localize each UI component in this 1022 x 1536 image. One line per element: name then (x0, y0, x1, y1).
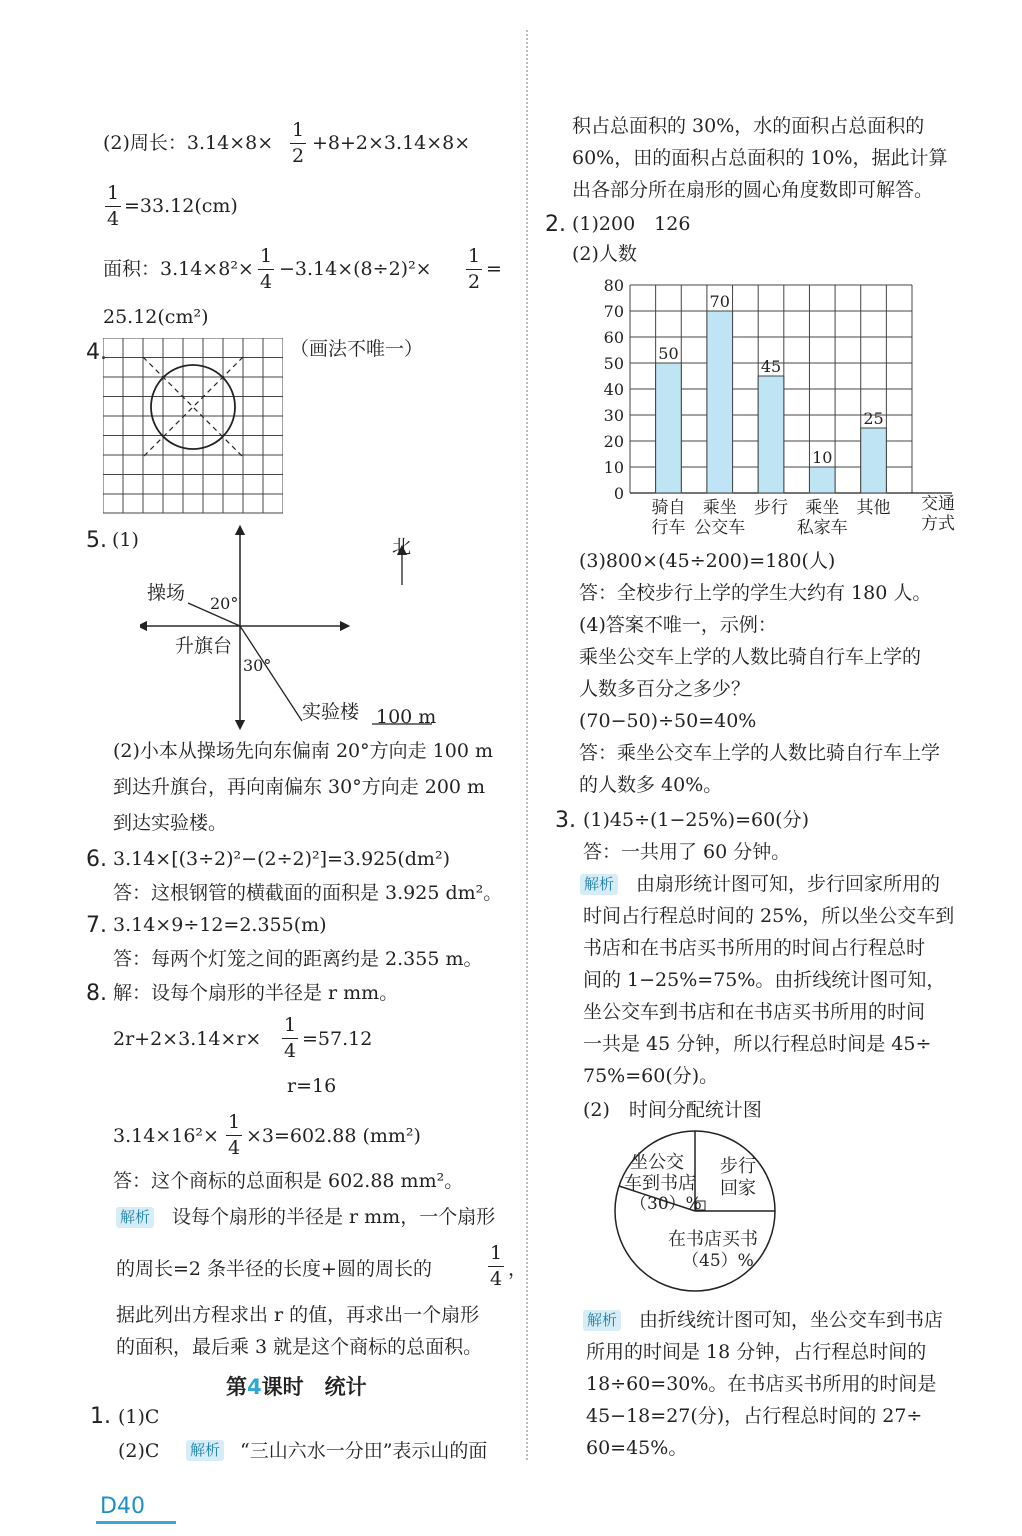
q8-line4a: 3.14×16²× (113, 1125, 219, 1147)
angle-30: 30° (243, 656, 272, 675)
q8-line1: 解：设每个扇形的半径是 r mm。 (113, 982, 399, 1004)
pie-label-walk-1: 步行 (720, 1156, 756, 1177)
q8-line4b: ×3=602.88 (mm²) (246, 1125, 421, 1147)
pie-label-walk-2: 回家 (720, 1178, 756, 1199)
q7-line1: 3.14×9÷12=2.355(m) (113, 914, 327, 936)
p2-perimeter-b: +8+2×3.14×8× (312, 132, 471, 154)
fraction-quarter: $\frac{1}{4}$ (228, 1111, 241, 1159)
y-tick-label: 80 (603, 276, 624, 295)
dashed-diagonals (143, 357, 243, 457)
p2-area-a: 面积：3.14×8²× (103, 258, 254, 280)
scale-label: 100 m (376, 706, 437, 728)
y-tick-label: 0 (613, 484, 624, 503)
p2-area-c: 25.12(cm²) (103, 306, 209, 328)
right-line1: 积占总面积的 30%，水的面积占总面积的 (572, 115, 925, 137)
q3-line1: (1)45÷(1−25%)=60(分) (583, 809, 809, 831)
fraction-half: $\frac{1}{2}$ (292, 119, 305, 167)
q6-number: 6. (86, 847, 107, 872)
q5-part2-l1: (2)小本从操场先向东偏南 20°方向走 100 m (113, 740, 493, 762)
y-tick-label: 30 (603, 406, 624, 425)
y-tick-label: 60 (603, 328, 624, 347)
s1-number: 1. (90, 1404, 111, 1429)
q8-number: 8. (86, 981, 107, 1006)
x-axis-label: 方式 (921, 514, 955, 534)
x-axis-label: 交通 (921, 494, 955, 514)
bar (707, 311, 733, 493)
pie-label-shop-1: 在书店买书 (668, 1229, 758, 1250)
category-label: 公交车 (694, 518, 746, 538)
p2-perimeter-a: (2)周长：3.14×8× (103, 132, 274, 154)
s1-line1: (1)C (118, 1406, 160, 1428)
q2-line6: 乘坐公交车上学的人数比骑自行车上学的 (579, 646, 922, 668)
q8-analysis-4: 的面积，最后乘 3 就是这个商标的总面积。 (116, 1336, 483, 1358)
q7-number: 7. (86, 913, 107, 938)
flag-label: 升旗台 (175, 635, 233, 657)
q2-line8: (70−50)÷50=40% (579, 710, 757, 732)
lab-label: 实验楼 (302, 701, 360, 723)
q8-line5: 答：这个商标的总面积是 602.88 mm²。 (113, 1170, 464, 1192)
y-tick-label: 10 (603, 458, 624, 477)
section-title: 第4课时 统计 (226, 1375, 367, 1399)
category-label: 乘坐 (702, 498, 737, 518)
analysis-tag: 解析 (583, 1310, 621, 1331)
angle-20: 20° (210, 594, 239, 613)
y-tick-label: 20 (603, 432, 624, 451)
north-label: 北 (392, 536, 412, 558)
q8-analysis-1: 设每个扇形的半径是 r mm，一个扇形 (172, 1206, 496, 1228)
y-tick-label: 40 (603, 380, 624, 399)
q2-line10: 的人数多 40%。 (579, 774, 723, 796)
transport-bar-chart (590, 270, 960, 545)
pie-label-bus-2: 车到书店 (624, 1173, 696, 1194)
s1-line2: (2)C (118, 1440, 160, 1462)
q2-number: 2. (545, 212, 566, 237)
q8-analysis-2b: ， (508, 1258, 528, 1280)
page-number: D40 (100, 1494, 145, 1519)
q8-line2a: 2r+2×3.14×r× (113, 1028, 262, 1050)
analysis-tag: 解析 (580, 874, 618, 895)
fraction-quarter: $\frac{1}{4}$ (284, 1014, 297, 1062)
s1-analysis-1: “三山六水一分田”表示山的面 (240, 1440, 488, 1462)
right-line3: 出各部分所在扇形的圆心角度数即可解答。 (572, 179, 934, 201)
q2-line7: 人数多百分之多少？ (579, 678, 751, 700)
fraction-quarter: $\frac{1}{4}$ (107, 182, 120, 230)
q3-analysis-2: 时间占行程总时间的 25%，所以坐公交车到 (583, 905, 955, 927)
column-divider (526, 30, 528, 1460)
bar-value-label: 25 (863, 409, 884, 428)
q2-line4: 答：全校步行上学的学生大约有 180 人。 (579, 582, 932, 604)
q3-analysis-7: 75%=60(分)。 (583, 1065, 719, 1087)
bar (656, 363, 682, 493)
q7-line2: 答：每两个灯笼之间的距离约是 2.355 m。 (113, 948, 483, 970)
category-label: 步行 (754, 498, 788, 518)
pie-label-bus-3: （30）% (630, 1194, 702, 1214)
category-label: 其他 (856, 498, 891, 518)
q8-line3: r=16 (287, 1075, 337, 1097)
q6-line1: 3.14×[(3÷2)²−(2÷2)²]=3.925(dm²) (113, 848, 450, 870)
bar (809, 467, 835, 493)
q5-part1: (1) (112, 529, 139, 551)
q5-number: 5. (86, 528, 107, 553)
q3-analysis-3: 书店和在书店买书所用的时间占行程总时 (583, 937, 926, 959)
fraction-half: $\frac{1}{2}$ (468, 245, 481, 293)
playground-label: 操场 (147, 582, 186, 604)
q8-analysis-3: 据此列出方程求出 r 的值，再求出一个扇形 (116, 1304, 480, 1326)
bar-value-label: 50 (658, 344, 679, 363)
q3-analysis-6: 一共是 45 分钟，所以行程总时间是 45÷ (583, 1033, 932, 1055)
y-tick-label: 50 (603, 354, 624, 373)
bar-value-label: 70 (709, 292, 730, 311)
q3-number: 3. (555, 808, 576, 833)
analysis-tag: 解析 (116, 1207, 154, 1228)
p2-perimeter-c: =33.12(cm) (124, 195, 238, 217)
q2-line3: (3)800×(45÷200)=180(人) (579, 550, 836, 572)
bar (861, 428, 887, 493)
q3-analysis-b1: 由折线统计图可知，坐公交车到书店 (639, 1309, 944, 1331)
q8-line2b: =57.12 (302, 1028, 373, 1050)
p2-area-b: −3.14×(8÷2)²× (279, 258, 432, 280)
p2-area-eq: = (486, 258, 502, 280)
q2-line1: (1)200 126 (572, 213, 691, 235)
q3-analysis-4: 间的 1−25%=75%。由折线统计图可知， (583, 969, 946, 991)
q5-direction-figure (140, 525, 460, 735)
q3-analysis-5: 坐公交车到书店和在书店买书所用的时间 (583, 1001, 926, 1023)
analysis-tag: 解析 (186, 1440, 224, 1461)
pie-label-bus-1: 坐公交 (630, 1152, 684, 1173)
q2-line2: (2)人数 (572, 243, 637, 265)
q3-line2: 答：一共用了 60 分钟。 (583, 841, 791, 863)
category-label: 乘坐 (805, 498, 840, 518)
q2-line9: 答：乘坐公交车上学的人数比骑自行车上学 (579, 742, 941, 764)
page-number-underline (96, 1521, 176, 1524)
category-label: 行车 (651, 518, 686, 538)
q5-part2-l3: 到达实验楼。 (113, 812, 228, 834)
q3-analysis-1: 由扇形统计图可知，步行回家所用的 (636, 873, 941, 895)
bar (758, 376, 784, 493)
q4-number: 4. (86, 340, 107, 365)
y-tick-label: 70 (603, 302, 624, 321)
q2-line5: (4)答案不唯一，示例： (579, 614, 777, 636)
q8-analysis-2a: 的周长=2 条半径的长度+圆的周长的 (116, 1258, 432, 1280)
q4-grid-figure (103, 338, 283, 514)
pie-label-shop-2: （45）% (682, 1251, 754, 1271)
q3-analysis-b2: 所用的时间是 18 分钟，占行程总时间的 (586, 1341, 927, 1363)
q4-note: （画法不唯一） (290, 338, 424, 360)
q5-part2-l2: 到达升旗台，再向南偏东 30°方向走 200 m (113, 776, 486, 798)
q3-line3: (2) 时间分配统计图 (583, 1099, 762, 1121)
category-label: 私家车 (796, 518, 848, 538)
q3-analysis-b4: 45−18=27(分)，占行程总时间的 27÷ (586, 1405, 923, 1427)
q3-analysis-b3: 18÷60=30%。在书店买书所用的时间是 (586, 1373, 937, 1395)
category-label: 骑自 (651, 498, 686, 518)
fraction-quarter: $\frac{1}{4}$ (490, 1242, 503, 1290)
fraction-quarter: $\frac{1}{4}$ (260, 245, 273, 293)
right-line2: 60%，田的面积占总面积的 10%，据此计算 (572, 147, 948, 169)
q6-line2: 答：这根钢管的横截面的面积是 3.925 dm²。 (113, 882, 503, 904)
q3-analysis-b5: 60=45%。 (586, 1437, 688, 1459)
bar-value-label: 10 (812, 448, 833, 467)
bar-value-label: 45 (760, 357, 782, 376)
